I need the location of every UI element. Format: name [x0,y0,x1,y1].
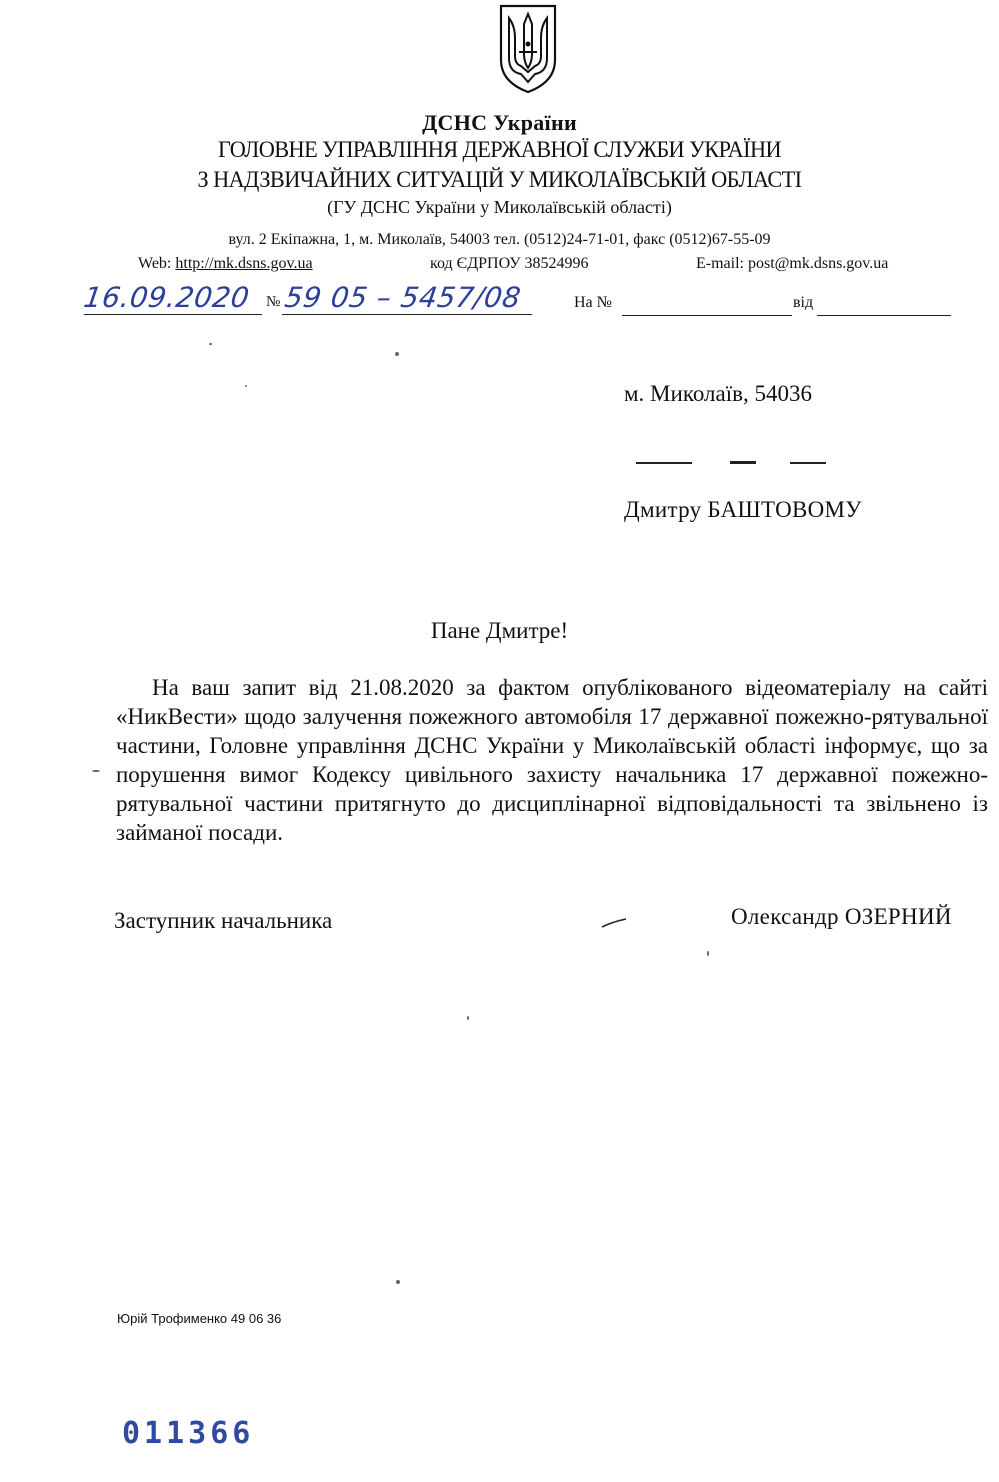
org-short-name: ДСНС України [422,110,577,135]
handwritten-reg-number: 59 05 – 5457/08 [282,281,524,314]
signatory-name: Олександр ОЗЕРНИЙ [731,904,952,929]
org-full-name-line1: ГОЛОВНЕ УПРАВЛІННЯ ДЕРЖАВНОЇ СЛУЖБИ УКРАЇНИ [217,137,782,162]
org-address: вул. 2 Екіпажна, 1, м. Миколаїв, 54003 тел. (0512)24-71-01, факс (0512)67-55-09 [228,231,771,248]
handwritten-date: 16.09.2020 [81,281,252,314]
scan-speck [395,352,399,356]
web-label: Web: [138,255,176,272]
org-full-name-line2: З НАДЗВИЧАЙНИХ СИТУАЦІЙ У МИКОЛАЇВСЬКІЙ ОБЛАСТІ [197,167,802,192]
reference-number-label: На № [574,294,612,311]
scan-speck [209,343,212,345]
scan-speck [467,1016,469,1020]
salutation: Пане Дмитре! [430,618,569,643]
web-contact [138,255,313,273]
scan-speck [707,951,709,956]
redaction-dash-3 [790,462,826,464]
org-abbreviation: (ГУ ДСНС України у Миколаївській області) [327,197,672,217]
reference-date-label: від [793,294,814,311]
tryzub-emblem-icon [497,2,559,94]
scan-speck [396,1280,400,1284]
reference-number-blank [622,315,792,316]
redaction-dash-2 [730,461,756,464]
email-contact: E-mail: post@mk.dsns.gov.ua [696,255,889,272]
addressee-city: м. Миколаїв, 54036 [624,381,812,406]
signature-stroke-icon [600,916,630,930]
reg-number-underline [282,314,532,315]
number-sign: № [266,294,281,310]
date-underline [84,314,262,315]
letter-body: На ваш запит від 21.08.2020 за фактом опублікованого відеоматеріалу на сайті «НикВести» щодо залучення пожежного автомобіля 17 державної пожежно-рятувальної частини, Головне управління ДСНС України у Миколаївській області інформує, що за порушення вимог Кодексу цивільного захисту начальника 17 державної пожежно-рятувальної частини притягнуто до дисциплінарної відповідальності та звільнено із займаної посади. [116,675,988,845]
addressee-name: Дмитру БАШТОВОМУ [624,497,862,522]
signatory-position: Заступник начальника [114,908,333,933]
redaction-dash-1 [636,462,692,464]
contacts-line [0,255,999,275]
scan-speck [245,385,247,387]
edrpou-code: код ЄДРПОУ 38524996 [430,255,589,272]
reference-date-blank [817,315,951,316]
web-link[interactable]: http://mk.dsns.gov.ua [175,255,313,272]
executor-contact: Юрій Трофименко 49 06 36 [117,1311,282,1326]
scan-speck [92,770,100,772]
serial-number-stamp: 011366 [122,1416,255,1451]
